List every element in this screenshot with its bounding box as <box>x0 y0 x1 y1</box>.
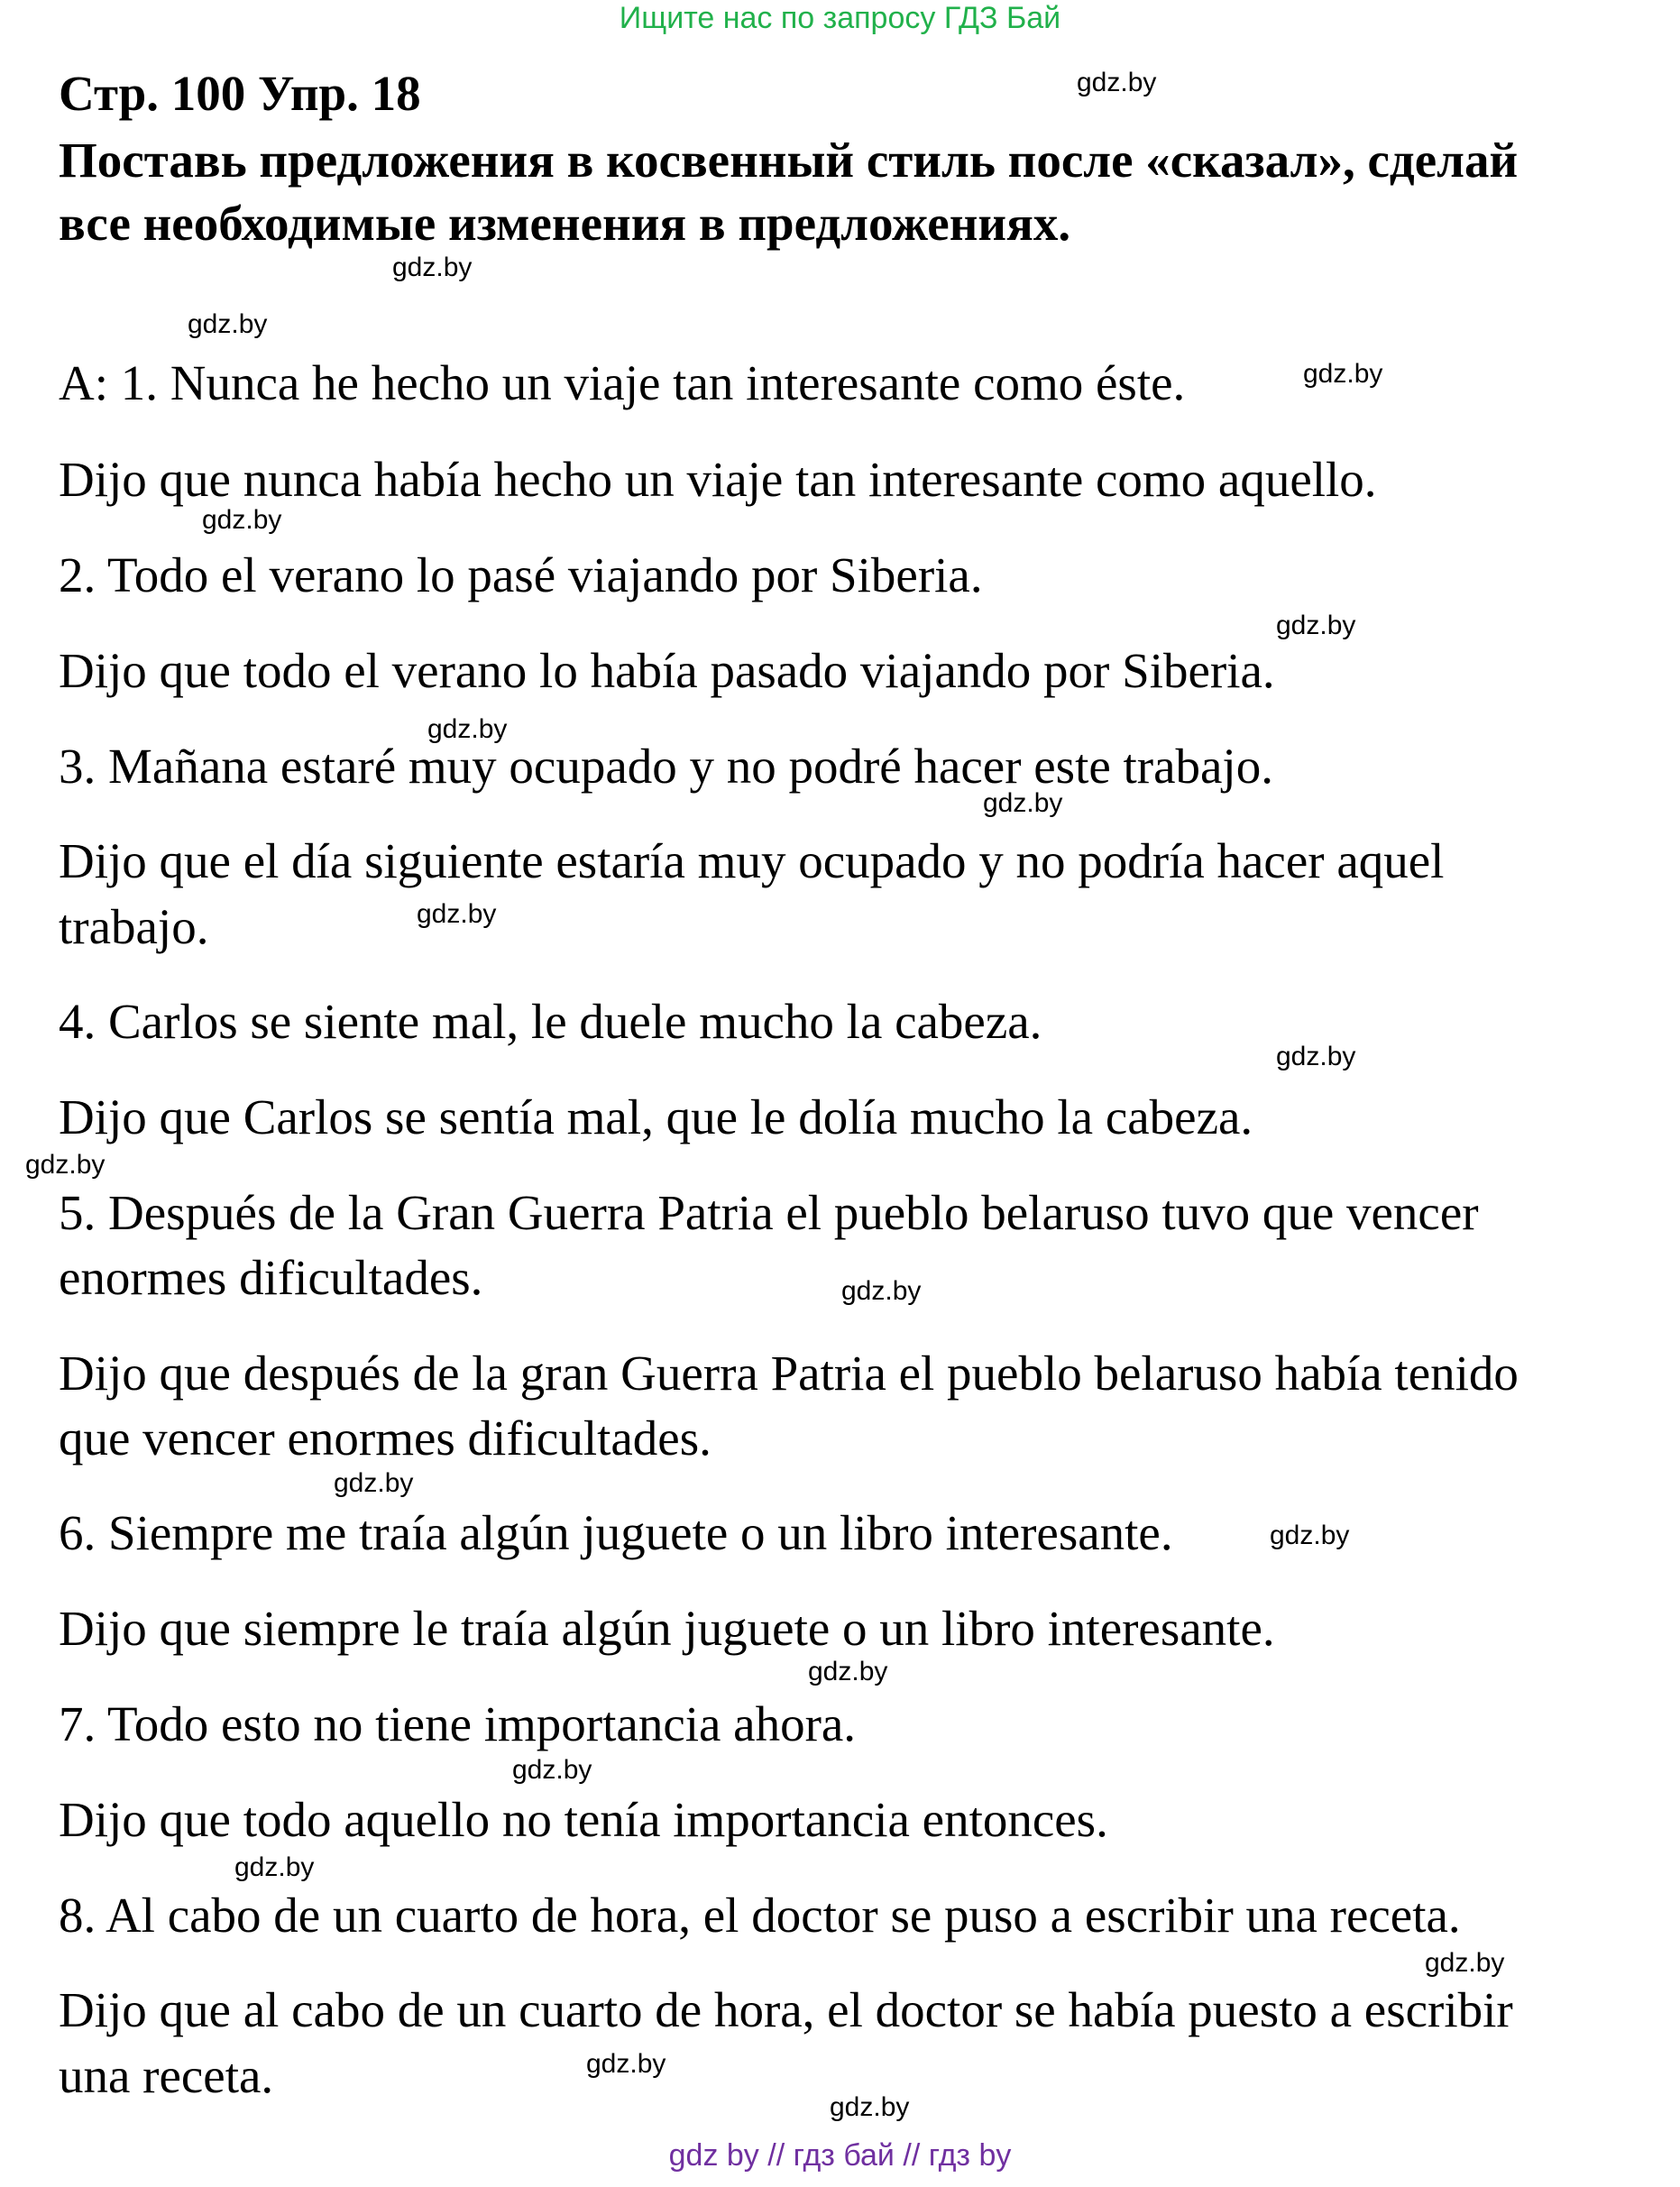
sentence-8-original: 8. Al cabo de un cuarto de hora, el doctor se puso a escribir una receta. <box>59 1888 1461 1943</box>
instruction-line-1: Поставь предложения в косвенный стиль после «сказал», сделай <box>59 133 1519 188</box>
sentence-3-original: 3. Mañana estaré muy ocupado y no podré hacer este trabajo. <box>59 739 1273 794</box>
watermark: gdz.by <box>512 1755 592 1785</box>
site-banner: Ищите нас по запросу ГДЗ Бай <box>619 1 1061 35</box>
watermark: gdz.by <box>25 1150 106 1180</box>
watermark: gdz.by <box>1270 1521 1350 1550</box>
watermark: gdz.by <box>586 2049 666 2079</box>
watermark: gdz.by <box>1276 1042 1356 1071</box>
watermark: gdz.by <box>234 1852 315 1882</box>
watermark: gdz.by <box>1303 359 1383 389</box>
watermark: gdz.by <box>1077 68 1157 97</box>
watermark: gdz.by <box>983 788 1063 818</box>
watermark: gdz.by <box>1425 1948 1505 1978</box>
sentence-3-indirect-line-1: Dijo que el día siguiente estaría muy ocupado y no podría hacer aquel <box>59 833 1445 888</box>
sentence-5-original-line-1: 5. Después de la Gran Guerra Patria el pueblo belaruso tuvo que vencer <box>59 1185 1479 1240</box>
sentence-7-original: 7. Todo esto no tiene importancia ahora. <box>59 1696 857 1751</box>
sentence-5-original-line-2: enormes dificultades. <box>59 1250 483 1305</box>
sentence-1-indirect: Dijo que nunca había hecho un viaje tan interesante como aquello. <box>59 452 1377 507</box>
sentence-2-original: 2. Todo el verano lo pasé viajando por Siberia. <box>59 547 983 602</box>
watermark: gdz.by <box>334 1468 414 1498</box>
sentence-2-indirect: Dijo que todo el verano lo había pasado viajando por Siberia. <box>59 643 1275 698</box>
sentence-4-original: 4. Carlos se siente mal, le duele mucho la cabeza. <box>59 994 1042 1049</box>
sentence-8-indirect-line-1: Dijo que al cabo de un cuarto de hora, el doctor se había puesto a escribir <box>59 1982 1513 2037</box>
sentence-6-indirect: Dijo que siempre le traía algún juguete o un libro interesante. <box>59 1601 1275 1656</box>
sentence-5-indirect-line-2: que vencer enormes dificultades. <box>59 1411 711 1466</box>
page-title: Стр. 100 Упр. 18 <box>59 66 421 121</box>
watermark: gdz.by <box>830 2092 910 2122</box>
instruction-line-2: все необходимые изменения в предложениях. <box>59 196 1071 251</box>
sentence-6-original: 6. Siempre me traía algún juguete o un libro interesante. <box>59 1505 1173 1560</box>
sentence-1-original: A: 1. Nunca he hecho un viaje tan interesante como éste. <box>59 355 1186 410</box>
watermark: gdz.by <box>1276 611 1356 640</box>
sentence-3-indirect-line-2: trabajo. <box>59 899 209 954</box>
watermark: gdz.by <box>427 714 508 744</box>
sentence-4-indirect: Dijo que Carlos se sentía mal, que le dolía mucho la cabeza. <box>59 1089 1253 1144</box>
watermark: gdz.by <box>841 1276 922 1306</box>
watermark: gdz.by <box>188 309 268 339</box>
watermark: gdz.by <box>392 253 473 282</box>
watermark: gdz.by <box>808 1657 888 1686</box>
watermark: gdz.by <box>202 505 282 535</box>
sentence-5-indirect-line-1: Dijo que después de la gran Guerra Patria el pueblo belaruso había tenido <box>59 1346 1519 1401</box>
sentence-7-indirect: Dijo que todo aquello no tenía importancia entonces. <box>59 1792 1108 1847</box>
footer-links: gdz by // гдз бай // гдз by <box>668 2138 1012 2173</box>
sentence-8-indirect-line-2: una receta. <box>59 2048 274 2103</box>
watermark: gdz.by <box>417 899 497 929</box>
